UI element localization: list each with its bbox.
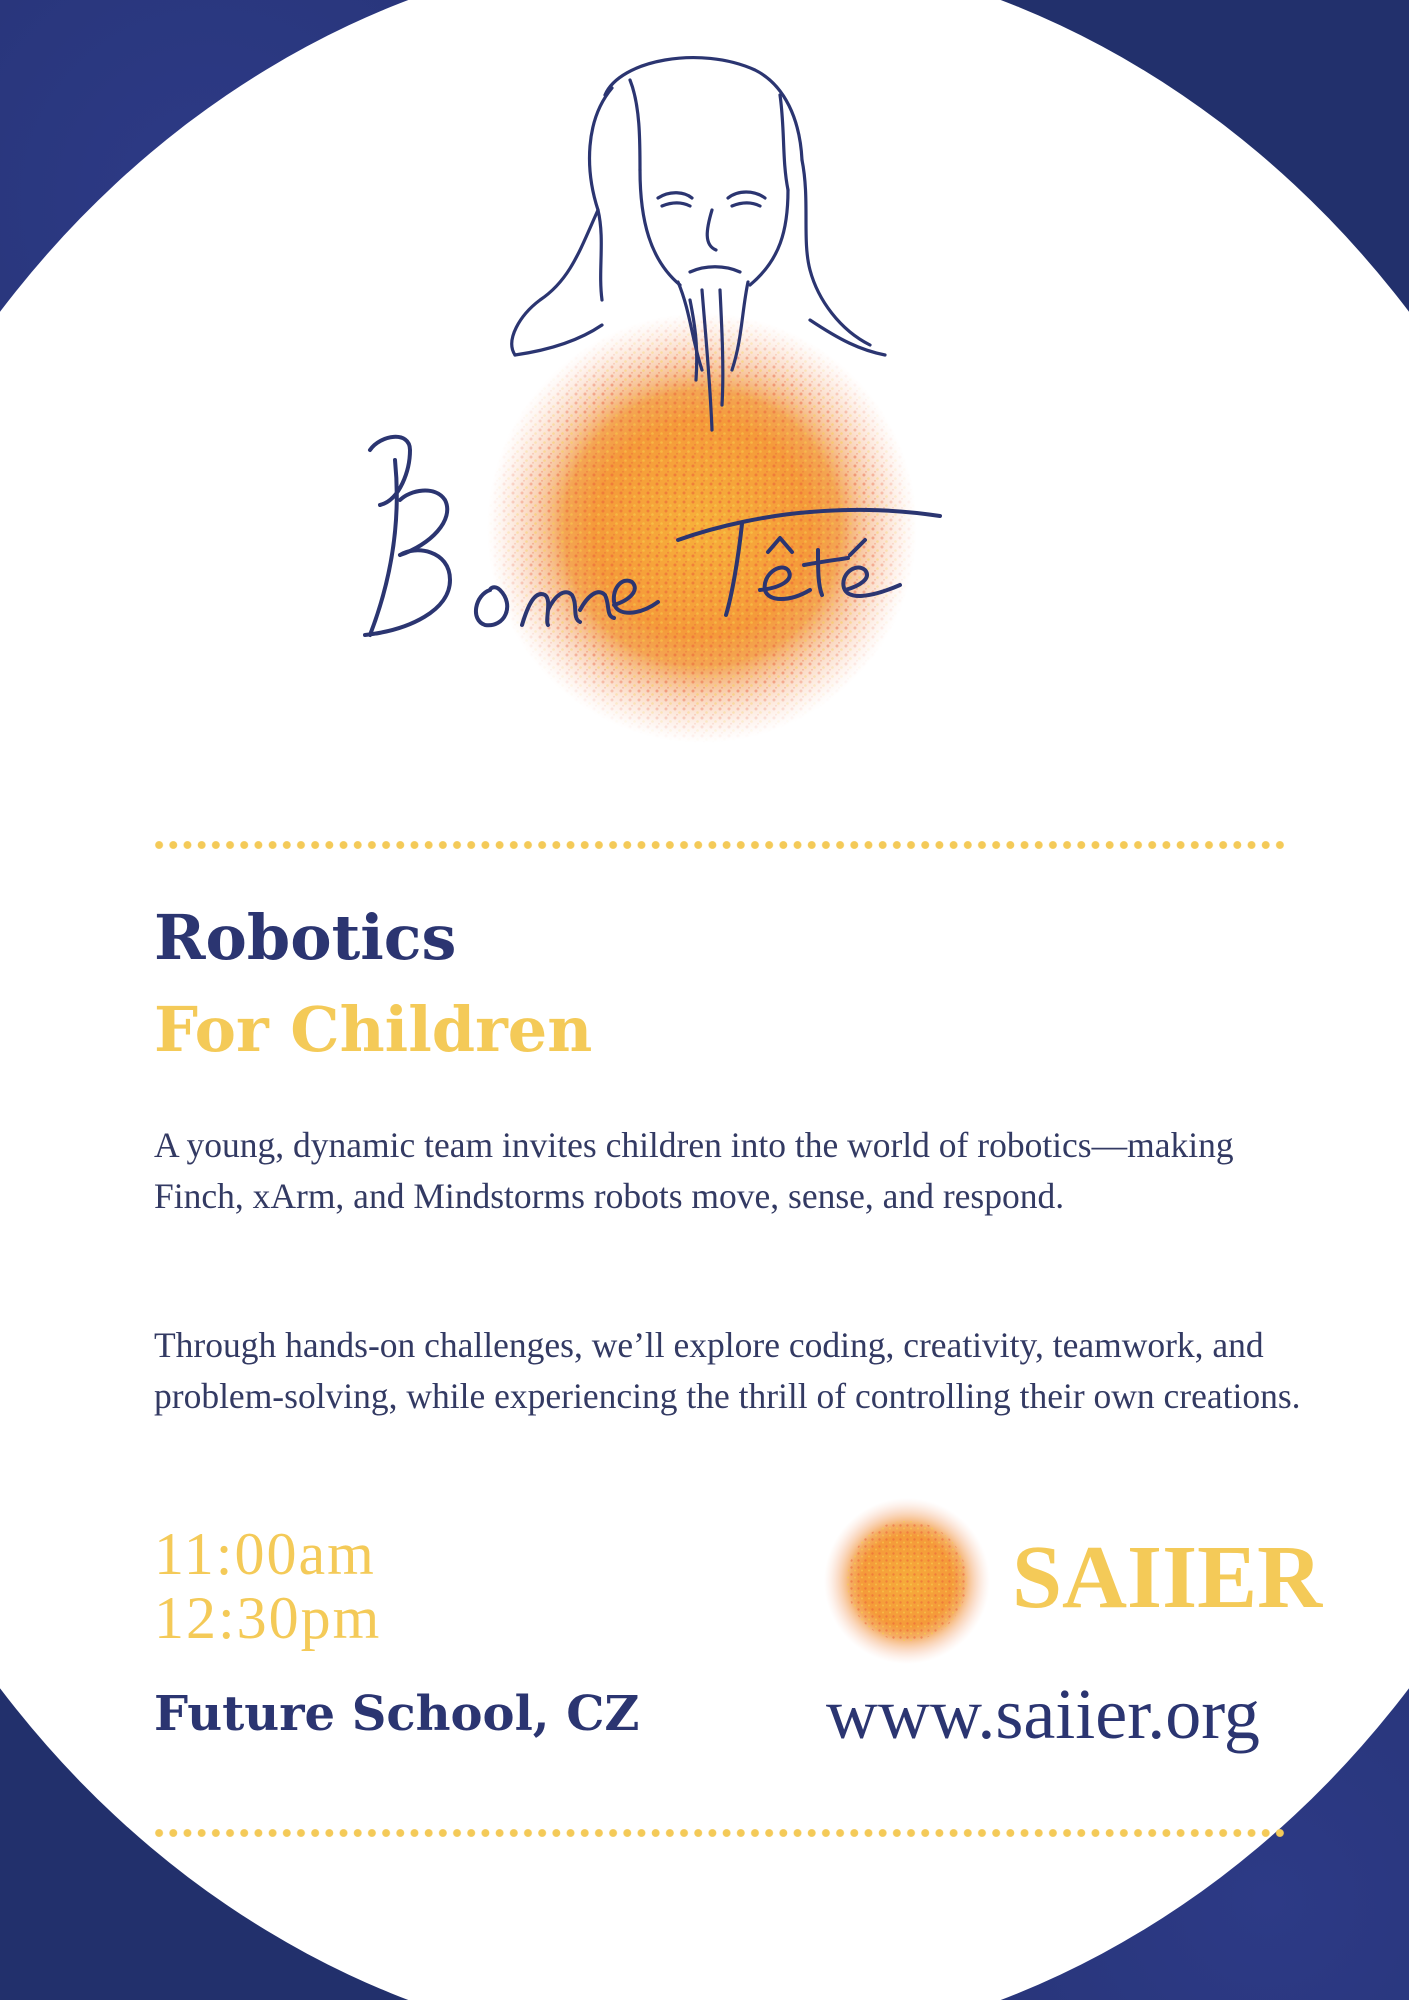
event-subtitle: For Children bbox=[154, 993, 593, 1066]
event-location: Future School, CZ bbox=[154, 1686, 640, 1742]
organizer-name: SAIIER bbox=[1012, 1528, 1323, 1627]
dotted-divider-top bbox=[152, 840, 1288, 850]
start-time: 11:00am bbox=[154, 1521, 376, 1587]
description-paragraph-2: Through hands-on challenges, we’ll explore coding, creativity, teamwork, and problem-solving, while experiencing the thrill of controlling their own creations. bbox=[154, 1325, 1301, 1416]
description-paragraph-1: A young, dynamic team invites children into the world of robotics—making Finch, xArm, and Mindstorms robots move, sense, and respond. bbox=[154, 1125, 1234, 1216]
sun-illustration bbox=[487, 313, 917, 743]
organizer-website[interactable]: www.saiier.org bbox=[826, 1674, 1260, 1754]
event-title: Robotics bbox=[154, 901, 457, 974]
end-time: 12:30pm bbox=[154, 1585, 382, 1651]
bonne-tete-logo bbox=[340, 50, 1100, 770]
saiier-sun-icon bbox=[822, 1496, 992, 1666]
dotted-divider-bottom bbox=[152, 1828, 1288, 1838]
